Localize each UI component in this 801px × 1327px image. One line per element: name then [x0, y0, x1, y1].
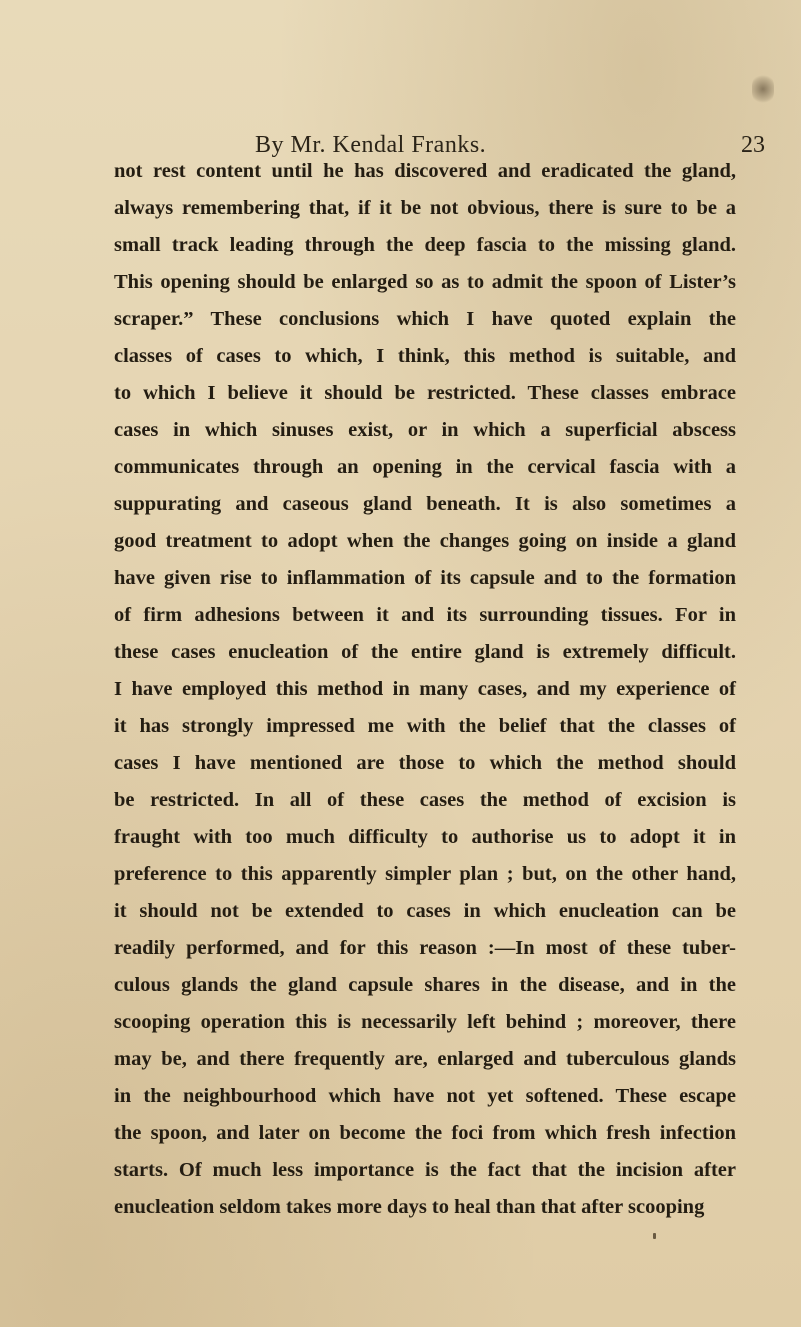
paper-stain	[752, 74, 774, 104]
text-line: fraught with too much difficulty to authorise us to adopt it in	[114, 826, 736, 848]
text-line: it has strongly impressed me with the belief that the classes of	[114, 715, 736, 737]
text-line: cases I have mentioned are those to which the method should	[114, 752, 736, 774]
text-line: cases in which sinuses exist, or in which a superficial abscess	[114, 419, 736, 441]
text-line: not rest content until he has discovered and eradicated the gland,	[114, 160, 736, 182]
text-line: readily performed, and for this reason :—In most of these tuber-	[114, 937, 736, 959]
ink-mark	[653, 1233, 656, 1239]
text-line: small track leading through the deep fascia to the missing gland.	[114, 234, 736, 256]
text-line: scooping operation this is necessarily left behind ; moreover, there	[114, 1011, 736, 1033]
running-head: By Mr. Kendal Franks.	[255, 132, 487, 158]
text-line: scraper.” These conclusions which I have quoted explain the	[114, 308, 736, 330]
text-line: I have employed this method in many cases, and my experience of	[114, 678, 736, 700]
text-line: may be, and there frequently are, enlarged and tuberculous glands	[114, 1048, 736, 1070]
text-line: in the neighbourhood which have not yet softened. These escape	[114, 1085, 736, 1107]
text-line: to which I believe it should be restricted. These classes embrace	[114, 382, 736, 404]
text-line: communicates through an opening in the cervical fascia with a	[114, 456, 736, 478]
text-line: have given rise to inflammation of its capsule and to the formation	[114, 567, 736, 589]
text-line: of firm adhesions between it and its surrounding tissues. For in	[114, 604, 736, 626]
text-line: it should not be extended to cases in which enucleation can be	[114, 900, 736, 922]
text-line: starts. Of much less importance is the fact that the incision after	[114, 1159, 736, 1181]
page-number: 23	[741, 132, 765, 158]
text-line: suppurating and caseous gland beneath. It is also sometimes a	[114, 493, 736, 515]
text-line: good treatment to adopt when the changes going on inside a gland	[114, 530, 736, 552]
text-line: the spoon, and later on become the foci from which fresh infection	[114, 1122, 736, 1144]
text-line: be restricted. In all of these cases the method of excision is	[114, 789, 736, 811]
text-line: preference to this apparently simpler plan ; but, on the other hand,	[114, 863, 736, 885]
text-line: culous glands the gland capsule shares in the disease, and in the	[114, 974, 736, 996]
text-line: these cases enucleation of the entire gland is extremely difficult.	[114, 641, 736, 663]
text-line: classes of cases to which, I think, this method is suitable, and	[114, 345, 736, 367]
text-line: enucleation seldom takes more days to heal than that after scooping	[114, 1196, 705, 1218]
text-line: always remembering that, if it be not obvious, there is sure to be a	[114, 197, 736, 219]
text-line: This opening should be enlarged so as to admit the spoon of Lister’s	[114, 271, 736, 293]
